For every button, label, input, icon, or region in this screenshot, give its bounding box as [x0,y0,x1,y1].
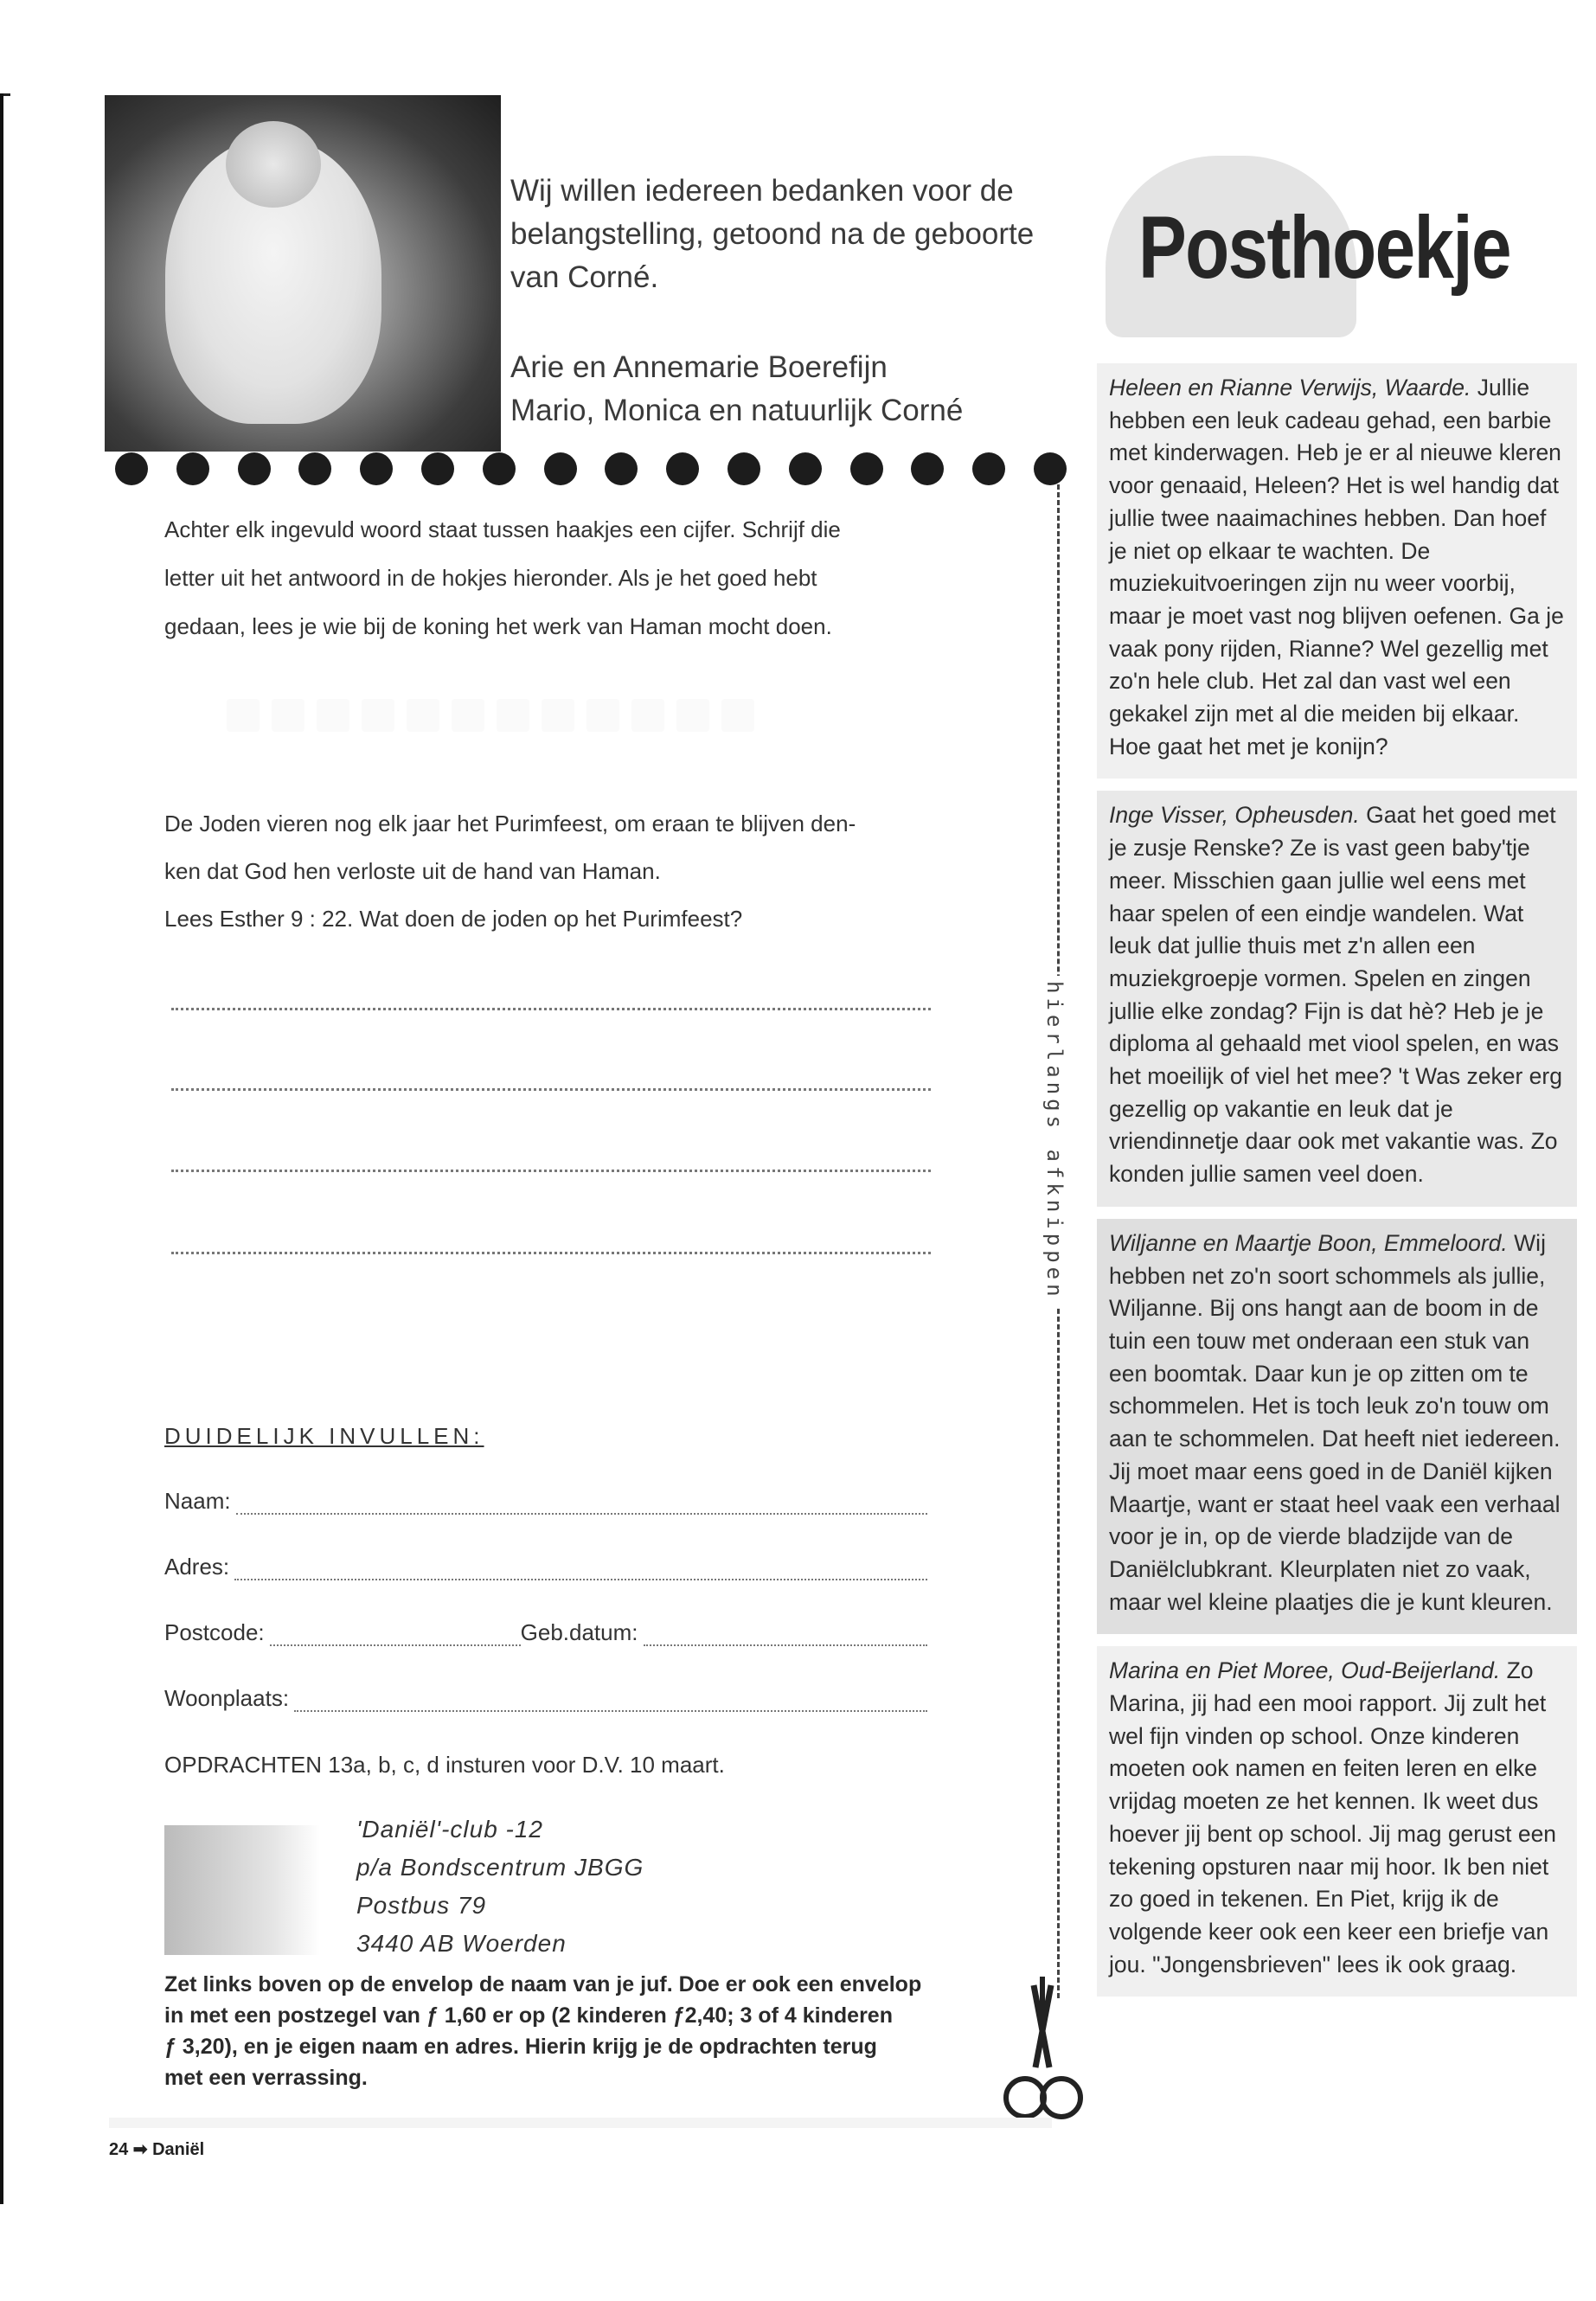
letter-recipient: Marina en Piet Moree, Oud-Beijerland. [1109,1657,1501,1684]
letter-box[interactable] [542,699,574,732]
cut-instruction: hierlangs afknippen [1042,976,1067,1306]
thanks-line: belangstelling, getoond na de geboorte [510,217,1035,251]
thanks-line: Wij willen iedereen bedanken voor de [510,174,1014,208]
naam-field[interactable] [164,1488,927,1515]
envelope-note [164,1969,977,2093]
divider-dot [115,452,148,485]
divider-dot [483,452,516,485]
divider-dot [727,452,760,485]
puzzle-line: Achter elk ingevuld woord staat tussen haakjes een cijfer. Schrijf die [164,516,841,542]
page-edge-left [0,93,3,2204]
letter-text: Zo Marina, jij had een mooi rapport. Jij zult het wel fijn vinden op school. Onze kinderen moeten ook namen en feiten leren en elke vrijdag moeten ze het kennen. Ik weet dus hoever jij bent op school. Jij mag gerust een tekening opsturen naar mij hoor. Ik ben niet zo goed in tekenen. En Piet, krijg ik de volgende keer ook een keer een briefje van jou. "Jongensbrieven" lees ik ook graag. [1109,1657,1557,1977]
divider-dot [789,452,822,485]
adres-field[interactable] [164,1554,927,1580]
letter-text: Wij hebben net zo'n soort schommels als jullie, Wiljanne. Bij ons hangt aan de boom in de tuin een touw met onderaan een stuk van een boomtak. Daar kun je op zitten om te schommelen. Het is toch leuk zo'n touw om aan te schommelen. Dat heeft niet iedereen. Jij moet maar eens goed in de Daniël kijken Maartje, want er staat heel vaak een verhaal voor je in, op de vierde bladzijde van de Daniëlclubkrant. Kleurplaten niet zo vaak, maar wel kleine plaatjes die je kunt kleuren. [1109,1229,1561,1615]
letter-box[interactable] [676,699,709,732]
thanks-line: van Corné. [510,260,659,294]
purim-line: ken dat God hen verloste uit de hand van Haman. [164,858,661,884]
divider-dot [911,452,944,485]
puzzle-line: letter uit het antwoord in de hokjes hieronder. Als je het goed hebt [164,565,817,591]
adres-label: Adres: [164,1554,230,1580]
note-line: met een verrassing. [164,2066,368,2090]
divider-dot [605,452,638,485]
address-line: 'Daniël'-club -12 [356,1816,544,1843]
letter-reply [1097,1646,1577,1997]
thanks-signers [510,346,1047,433]
letter-text: Jullie hebben een leuk cadeau gehad, een barbie met kinderwagen. Heb je er al nieuwe kleren voor genaaid, Heleen? Het is wel handig dat jullie twee naaimachines hebben. Dan hoef je niet op elkaar te wachten. De muziekuitvoeringen zijn nu weer voorbij, maar je moet vast nog blijven oefenen. Ga je vaak pony rijden, Rianne? Wel gezellig met zo'n hele club. Het zal dan vast wel een gekakel zijn met al die meiden bij elkaar. Hoe gaat het met je konijn? [1109,375,1564,760]
postcode-row [164,1619,927,1646]
divider-dot [666,452,699,485]
dot-divider [115,452,1067,496]
note-line: ƒ 3,20), en je eigen naam en adres. Hierin krijg je de opdrachten terug [164,2035,877,2059]
answer-boxes [227,699,754,732]
baby-head [226,121,321,208]
woonplaats-field[interactable] [164,1685,927,1712]
opdrachten-deadline: OPDRACHTEN 13a, b, c, d insturen voor D.V. 10 maart. [164,1752,725,1778]
answer-line[interactable] [171,1088,931,1091]
answer-line[interactable] [171,1008,931,1010]
address-line: p/a Bondscentrum JBGG [356,1854,644,1881]
letter-recipient: Inge Visser, Opheusden. [1109,802,1360,829]
address-line: Postbus 79 [356,1892,487,1919]
baby-photo [105,95,501,452]
purim-line: De Joden vieren nog elk jaar het Purimfeest, om eraan te blijven den- [164,811,856,836]
address-line: 3440 AB Woerden [356,1930,567,1957]
note-line: in met een postzegel van ƒ 1,60 er op (2 kinderen ƒ2,40; 3 of 4 kinderen [164,2003,893,2028]
divider-dot [1034,452,1067,485]
divider-dot [360,452,393,485]
naam-label: Naam: [164,1488,231,1514]
divider-dot [421,452,454,485]
signer-line: Arie en Annemarie Boerefijn [510,350,888,384]
envelope-graphic [164,1825,320,1955]
letter-box[interactable] [631,699,664,732]
divider-dot [238,452,271,485]
letter-box[interactable] [362,699,394,732]
club-address [356,1811,644,1963]
letter-text: Gaat het goed met je zusje Renske? Ze is vast geen baby'tje meer. Misschien gaan jullie wel eens met haar spelen of een eindje wandelen. Wat leuk dat jullie thuis met z'n allen een muziekgroepje vormen. Spelen en zingen jullie elke zondag? Fijn is dat hè? Heb je je diploma al gehaald met viool spelen, en was het moeilijk of viel het mee? 't Was zeker erg gezellig op vakantie en leuk dat je vriendinnetje daar ook met vakantie was. Zo konden jullie samen veel doen. [1109,802,1562,1188]
note-line: Zet links boven op de envelop de naam van je juf. Doe er ook een envelop [164,1972,922,1997]
divider-dot [850,452,883,485]
purim-line: Lees Esther 9 : 22. Wat doen de joden op het Purimfeest? [164,906,743,932]
puzzle-line: gedaan, lees je wie bij de koning het werk van Haman mocht doen. [164,613,832,639]
letter-box[interactable] [497,699,529,732]
posthoekje-title: Posthoekje [1138,198,1510,297]
letter-box[interactable] [272,699,304,732]
letter-box[interactable] [227,699,260,732]
signer-line: Mario, Monica en natuurlijk Corné [510,394,964,427]
letter-box[interactable] [721,699,754,732]
woonplaats-input[interactable] [294,1688,927,1712]
divider-dot [972,452,1005,485]
letter-reply [1097,363,1577,779]
divider-dot [544,452,577,485]
page-footer: 24 ➡ Daniël [109,2140,205,2159]
letter-box[interactable] [452,699,484,732]
thanks-message [510,170,1073,299]
geb-datum-label: Geb.datum: [520,1619,638,1645]
scissors-icon [999,1977,1086,2132]
letter-recipient: Wiljanne en Maartje Boon, Emmeloord. [1109,1229,1508,1256]
divider-dot [298,452,331,485]
naam-input[interactable] [236,1490,927,1515]
letter-recipient: Heleen en Rianne Verwijs, Waarde. [1109,375,1471,401]
woonplaats-label: Woonplaats: [164,1685,290,1711]
letter-box[interactable] [407,699,439,732]
answer-line[interactable] [171,1170,931,1172]
postcode-label: Postcode: [164,1619,265,1645]
letter-box[interactable] [317,699,349,732]
puzzle-instructions [164,505,926,651]
form-heading: DUIDELIJK INVULLEN: [164,1423,484,1449]
letter-box[interactable] [586,699,619,732]
geb-datum-input[interactable] [644,1622,928,1646]
answer-line[interactable] [171,1252,931,1254]
letters-column [1097,363,1577,2009]
purim-question [164,800,943,943]
divider-dot [176,452,209,485]
adres-input[interactable] [234,1556,927,1580]
postcode-input[interactable] [270,1622,521,1646]
letter-reply [1097,791,1577,1206]
footer-band [109,2118,1052,2128]
letter-reply [1097,1219,1577,1634]
